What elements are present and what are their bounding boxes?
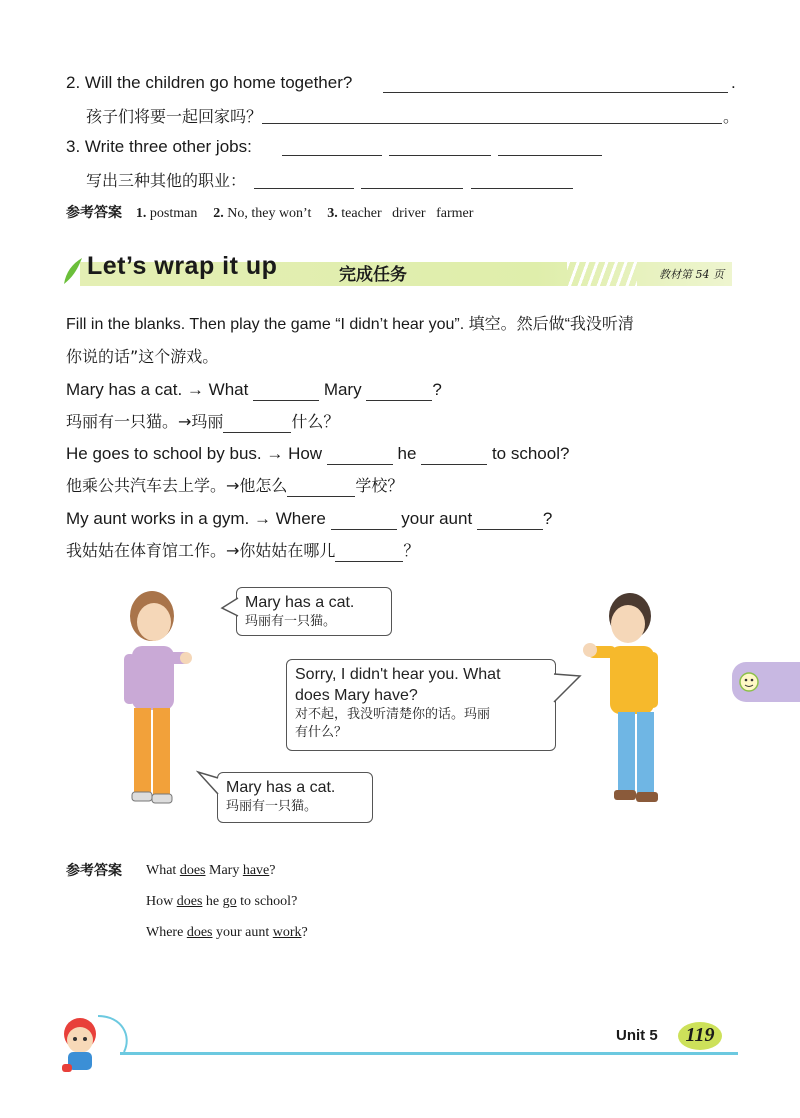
answer-line-3: Where does your aunt work? — [146, 925, 308, 940]
side-tab — [732, 662, 800, 702]
speech-bubble-1: Mary has a cat. 玛丽有一只猫。 — [236, 587, 392, 636]
fill-blank[interactable] — [223, 414, 291, 433]
answer-blank[interactable] — [389, 155, 491, 156]
question-3: 3. Write three other jobs: — [66, 137, 252, 156]
section-banner — [62, 250, 732, 288]
cartoon-icon — [738, 670, 764, 694]
fill-blank[interactable] — [287, 478, 355, 497]
mascot-icon — [52, 1012, 132, 1076]
question-2-zh: 孩子们将要一起回家吗？ — [86, 107, 263, 126]
question-2 — [66, 72, 352, 94]
answers-label: 参考答案 — [66, 863, 122, 879]
instructions-line-1: Fill in the blanks. Then play the game “I didn’t hear you”. 填空。然后做“我没听清 — [66, 316, 634, 333]
fill-blank[interactable] — [421, 446, 487, 465]
fill-blank[interactable] — [477, 511, 543, 530]
answer-blank[interactable] — [383, 92, 728, 93]
answer-blank[interactable] — [262, 123, 722, 124]
exercise-1: Mary has a cat. → What Mary ? — [66, 380, 442, 399]
fill-blank[interactable] — [366, 382, 432, 401]
fill-blank[interactable] — [331, 511, 397, 530]
bubble-tail — [552, 672, 582, 706]
speech-bubble-2: Sorry, I didn't hear you. What does Mary have? 对不起，我没听清楚你的话。玛丽 有什么？ — [286, 659, 556, 751]
exercise-2: He goes to school by bus. → How he to school? — [66, 444, 570, 463]
punctuation: . — [731, 73, 736, 92]
exercise-1-zh: 玛丽有一只猫。→玛丽 什么？ — [66, 412, 340, 431]
answers-label: 参考答案 — [66, 205, 122, 221]
answer-blank[interactable] — [498, 155, 602, 156]
leaf-icon — [62, 256, 84, 286]
bubble-tail — [220, 596, 240, 618]
answer-line-2: How does he go to school? — [146, 894, 298, 909]
boy-left-illustration — [118, 588, 198, 810]
textbook-page-ref: 教材第 54 页 — [659, 268, 724, 281]
banner-title: Let’s wrap it up — [87, 252, 278, 280]
footer-rule — [120, 1052, 738, 1055]
question-2-text: 2. Will the children go home together? — [66, 73, 353, 92]
exercise-2-zh: 他乘公共汽车去上学。→他怎么 学校？ — [66, 476, 404, 495]
fill-blank[interactable] — [253, 382, 319, 401]
banner-stripes — [567, 262, 637, 286]
answer-blank[interactable] — [361, 188, 463, 189]
reference-answers-2 — [66, 859, 122, 882]
speech-bubble-3: Mary has a cat. 玛丽有一只猫。 — [217, 772, 373, 823]
unit-label: Unit 5 — [616, 1027, 658, 1044]
answer-blank[interactable] — [254, 188, 354, 189]
question-3-zh: 写出三种其他的职业： — [86, 171, 247, 190]
boy-right-illustration — [580, 590, 670, 810]
reference-answers-1: 参考答案 1. postman 2. No, they won’t 3. teacher driver farmer — [66, 205, 474, 221]
answer-blank[interactable] — [282, 155, 382, 156]
instructions-line-2: 你说的话”这个游戏。 — [66, 347, 219, 366]
exercise-3: My aunt works in a gym. → Where your aunt ? — [66, 509, 553, 528]
answer-line-1: What does Mary have? — [146, 863, 276, 878]
fill-blank[interactable] — [327, 446, 393, 465]
fill-blank[interactable] — [335, 543, 403, 562]
bubble-tail — [196, 770, 220, 800]
exercise-3-zh: 我姑姑在体育馆工作。→你姑姑在哪儿 ？ — [66, 541, 420, 560]
punctuation: 。 — [723, 107, 740, 126]
answer-blank[interactable] — [471, 188, 573, 189]
banner-subtitle: 完成任务 — [339, 265, 407, 285]
page-number: 119 — [685, 1024, 715, 1046]
